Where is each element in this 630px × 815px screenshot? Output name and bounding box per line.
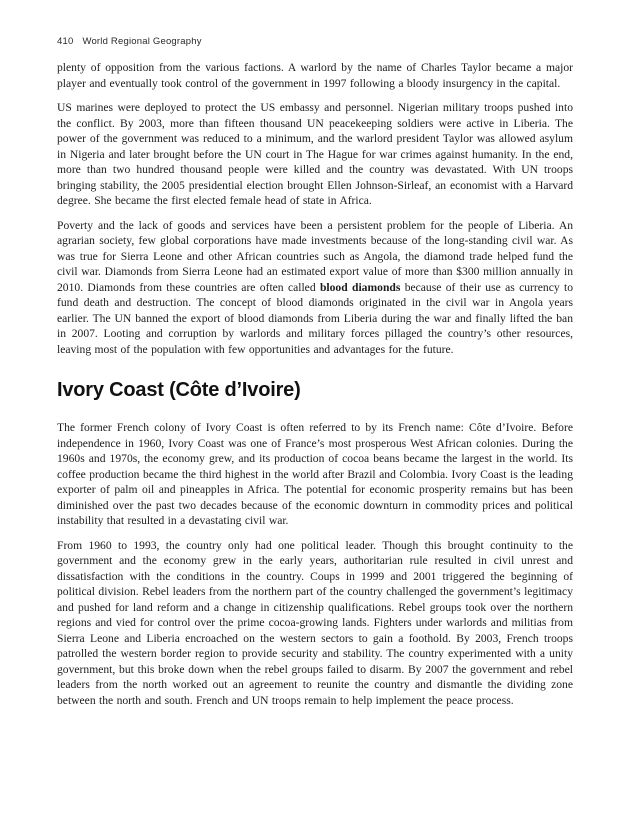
liberia-paragraph-1: plenty of opposition from the various factions. A warlord by the name of Charles Taylor became a major player and eventually took control of the government in 1997 following a bloody insurgency in the capital. — [57, 61, 573, 90]
liberia-paragraph-3 — [57, 218, 573, 358]
page-body — [57, 60, 573, 708]
running-header — [57, 36, 573, 47]
ivory-coast-paragraph-1: The former French colony of Ivory Coast is often referred to by its French name: Côte d’Ivoire. Before independence in 1960, Ivory Coast was one of France’s most prosperous West African colonies. During the 1960s and 1970s, the economy grew, and its production of cocoa beans became the largest in the world. Its coffee production became the third highest in the world after Brazil and Colombia. Ivory Coast is the leading exporter of palm oil and pineapples in Africa. The potential for economic prosperity remains but has been diminished over the past two decades because of the economic downturn in commodity prices and political instability that resulted in a devastating civil war. — [57, 421, 573, 527]
section-heading-ivory-coast: Ivory Coast (Côte d’Ivoire) — [57, 379, 301, 401]
liberia-paragraph-3-text-before: Poverty and the lack of goods and services have been a persistent problem for the people of Liberia. An agrarian society, few global corporations have made investments because of the long-standing civil war. As was true for Sierra Leone and other African countries such as Angola, the diamond trade helped fund the civil war. Diamonds from Sierra Leone had an estimated export value of more than $300 million annually in 2010. Diamonds from these countries are often called — [57, 218, 573, 294]
blood-diamonds-bold-term: blood diamonds — [319, 280, 401, 294]
page-number: 410 — [57, 36, 74, 47]
liberia-paragraph-2: US marines were deployed to protect the US embassy and personnel. Nigerian military troops pushed into the conflict. By 2003, more than fifteen thousand UN peacekeeping soldiers were active in Liberia. The power of the government was reduced to a minimum, and the warlord president Taylor was allowed asylum in Nigeria and later brought before the UN court in The Hague for war crimes against humanity. In the end, more than two hundred thousand people were killed and the country was devastated. With UN troops bringing stability, the 2005 presidential election brought Ellen Johnson-Sirleaf, an economist with a Harvard degree. She became the first elected female head of state in Africa. — [57, 101, 573, 207]
ivory-coast-paragraph-2: From 1960 to 1993, the country only had one political leader. Though this brought continuity to the government and the economy grew in the early years, authoritarian rule resulted in civil unrest and dissatisfaction with the conditions in the country. Coups in 1999 and 2001 triggered the beginning of political division. Rebel leaders from the northern part of the country challenged the government’s legitimacy and pushed for land reform and a change in citizenship qualifications. Rebel groups took over the northern regions and vied for control over the prime cocoa-growing lands. Fighters under warlords and militias from Sierra Leone and Liberia encroached on the western sectors to gain a foothold. By 2003, French troops patrolled the western border region to provide security and stability. The country experimented with a unity government, but this broke down when the rebel groups failed to disarm. By 2007 the government and rebel leaders from the north worked out an agreement to reunite the country and dismantle the dividing zone between the north and south. French and UN troops remain to help implement the peace process. — [57, 538, 573, 707]
book-title: World Regional Geography — [82, 36, 202, 47]
liberia-paragraph-3-text-after: because of their use as currency to fund death and destruction. The concept of blood diamonds originated in the civil war in Angola years earlier. The UN banned the export of blood diamonds from Liberia during the war and finally lifted the ban in 2007. Looting and corruption by warlords and military forces pillaged the country’s other resources, leaving most of the population with few opportunities and advantages for the future. — [57, 280, 574, 356]
